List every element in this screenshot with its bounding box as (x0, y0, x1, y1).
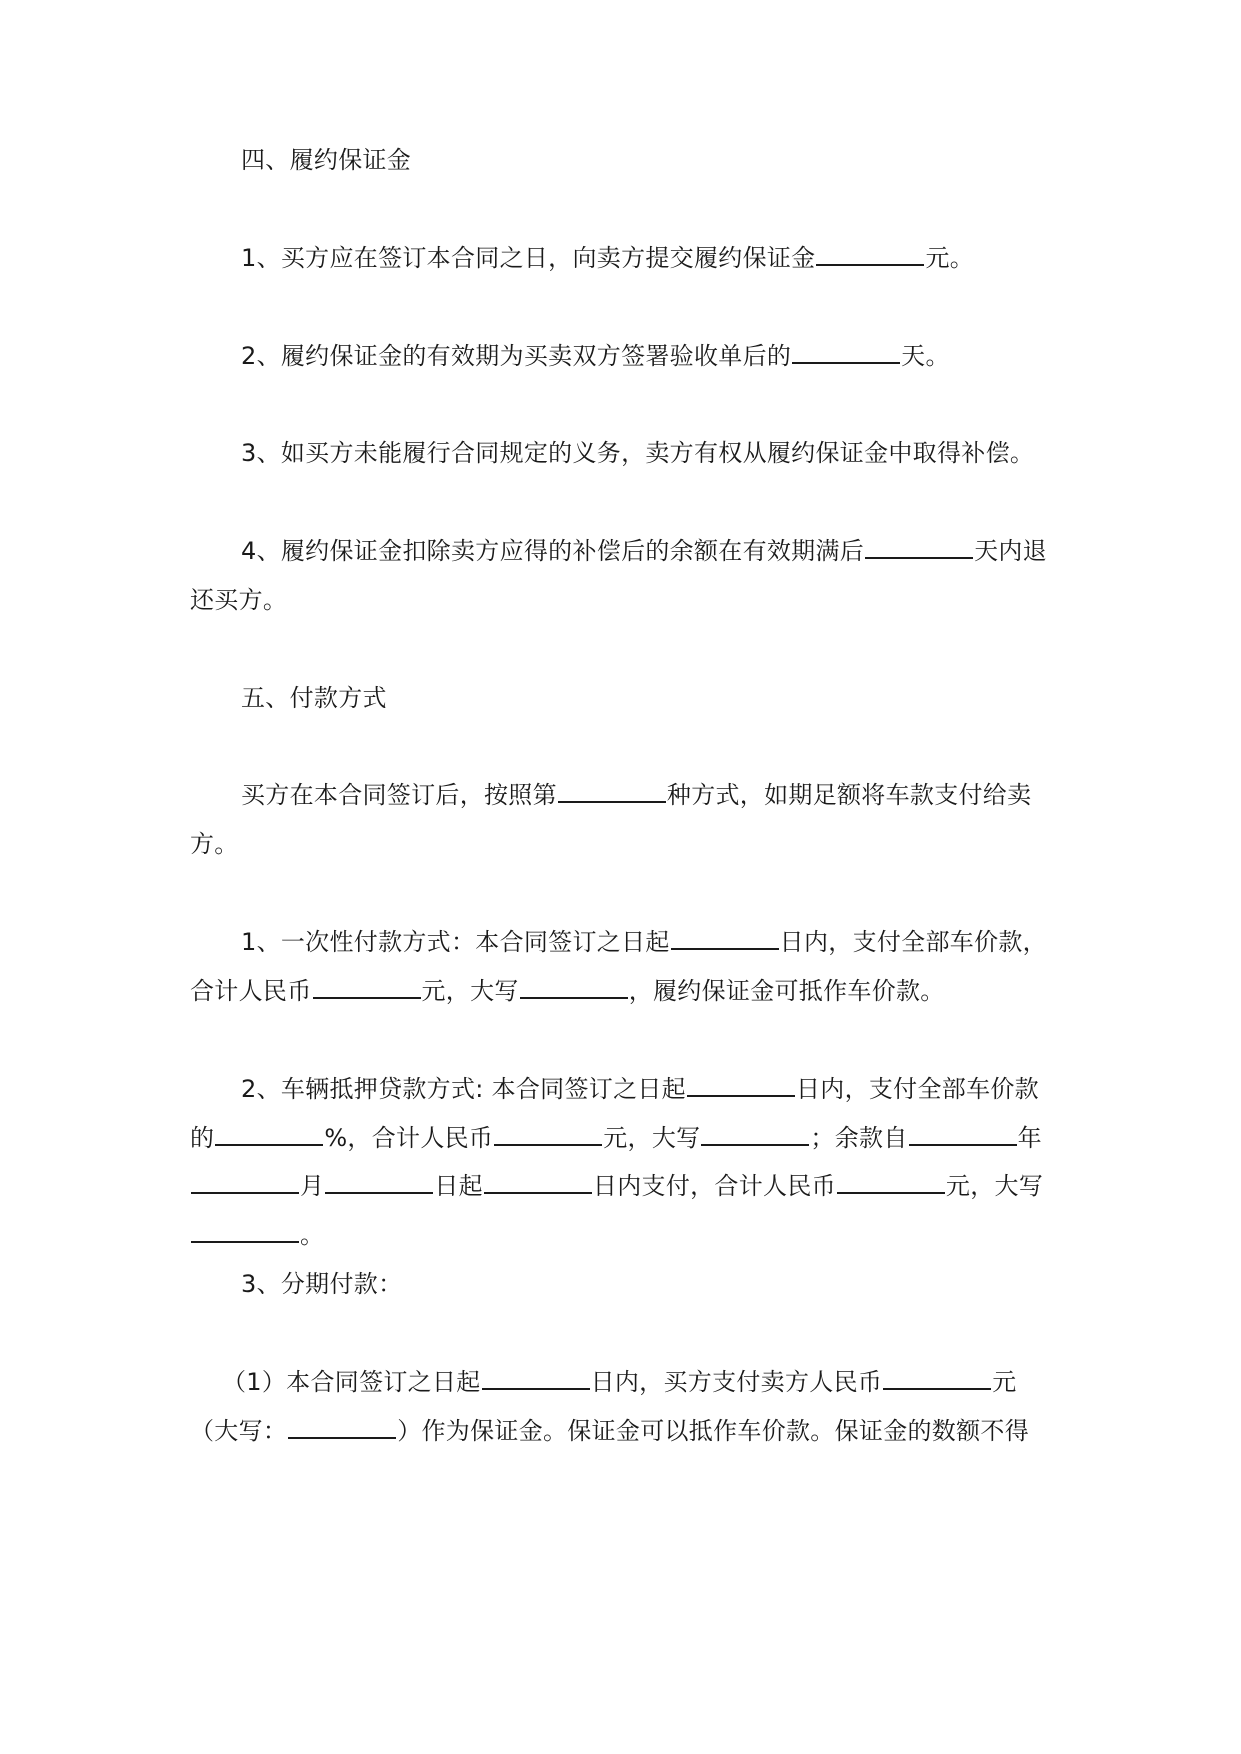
clause-4-4-cont (190, 584, 1070, 616)
section-5-intro-cont (190, 828, 1070, 860)
section-4-heading (190, 144, 1121, 176)
clause-5-1-cont (190, 975, 1070, 1007)
fill-blank[interactable] (288, 1415, 396, 1439)
clause-text: 的 (190, 1124, 215, 1152)
fill-blank[interactable] (520, 975, 628, 999)
clause-5-3-1 (190, 1366, 1102, 1398)
fill-blank[interactable] (701, 1122, 809, 1146)
clause-text: 还买方。 (190, 586, 288, 614)
clause-text: 元，大写 (945, 1172, 1044, 1200)
clause-5-1 (190, 926, 1121, 958)
fill-blank[interactable] (482, 1366, 590, 1390)
clause-text: 3、分期付款： (241, 1270, 403, 1298)
fill-blank[interactable] (191, 1170, 299, 1194)
fill-blank[interactable] (325, 1170, 433, 1194)
clause-text: 元。 (925, 244, 975, 272)
fill-blank[interactable] (865, 535, 973, 559)
fill-blank[interactable] (671, 926, 779, 950)
clause-text: 。 (300, 1221, 325, 1249)
section-5-heading (190, 682, 1121, 714)
fill-blank[interactable] (837, 1170, 945, 1194)
fill-blank[interactable] (909, 1122, 1017, 1146)
clause-text: 1、买方应在签订本合同之日，向卖方提交履约保证金 (241, 244, 816, 272)
fill-blank[interactable] (215, 1122, 323, 1146)
clause-4-3 (190, 437, 1121, 469)
clause-text: 日内支付，合计人民币 (592, 1172, 836, 1200)
clause-4-4 (190, 535, 1121, 567)
clause-5-2-cont-2 (190, 1170, 1070, 1202)
section-5-intro (190, 779, 1121, 811)
clause-4-2 (190, 340, 1121, 372)
heading-text: 五、付款方式 (241, 684, 387, 712)
clause-text: 月 (300, 1172, 325, 1200)
clause-5-2-cont-1 (190, 1122, 1070, 1154)
fill-blank[interactable] (558, 779, 666, 803)
clause-text: 买方在本合同签订后，按照第 (241, 781, 557, 809)
heading-text: 四、履约保证金 (241, 146, 412, 174)
clause-text: ；余款自 (810, 1124, 908, 1152)
fill-blank[interactable] (494, 1122, 602, 1146)
clause-text: 元，大写 (603, 1124, 701, 1152)
fill-blank[interactable] (191, 1219, 299, 1243)
clause-text: 1、一次性付款方式：本合同签订之日起 (241, 928, 670, 956)
fill-blank[interactable] (792, 340, 900, 364)
clause-text: 合计人民币 (190, 977, 312, 1005)
clause-text: 4、履约保证金扣除卖方应得的补偿后的余额在有效期满后 (241, 537, 865, 565)
clause-5-3 (190, 1268, 1121, 1300)
fill-blank[interactable] (687, 1073, 795, 1097)
clause-text: 日内，买方支付卖方人民币 (590, 1368, 883, 1396)
clause-text: ，履约保证金可抵作车价款。 (628, 977, 945, 1005)
clause-5-3-1-cont (190, 1415, 1070, 1447)
clause-text: 日起 (434, 1172, 483, 1200)
clause-text: 日内，支付全部车价款， (779, 928, 1047, 956)
clause-4-1 (190, 242, 1121, 274)
fill-blank[interactable] (883, 1366, 991, 1390)
clause-text: 天内退 (974, 537, 1047, 565)
clause-text: ）作为保证金。保证金可以抵作车价款。保证金的数额不得 (397, 1417, 1030, 1445)
clause-text: 2、履约保证金的有效期为买卖双方签署验收单后的 (241, 342, 792, 370)
clause-text: 元 (992, 1368, 1017, 1396)
clause-text: （1）本合同签订之日起 (222, 1368, 481, 1396)
clause-text: （大写： (190, 1417, 288, 1445)
clause-5-2-cont-3 (190, 1219, 1070, 1251)
clause-text: 2、车辆抵押贷款方式: 本合同签订之日起 (241, 1075, 686, 1103)
clause-text: 种方式，如期足额将车款支付给卖 (666, 781, 1032, 809)
clause-text: 3、如买方未能履行合同规定的义务，卖方有权从履约保证金中取得补偿。 (241, 439, 1035, 467)
fill-blank[interactable] (484, 1170, 592, 1194)
clause-text: 天。 (901, 342, 950, 370)
clause-text: 年 (1017, 1124, 1042, 1152)
clause-5-2 (190, 1073, 1121, 1105)
clause-text: 元，大写 (421, 977, 519, 1005)
fill-blank[interactable] (313, 975, 421, 999)
clause-text: %，合计人民币 (324, 1124, 494, 1152)
clause-text: 日内，支付全部车价款 (795, 1075, 1039, 1103)
clause-text: 方。 (190, 830, 239, 858)
fill-blank[interactable] (816, 242, 924, 266)
